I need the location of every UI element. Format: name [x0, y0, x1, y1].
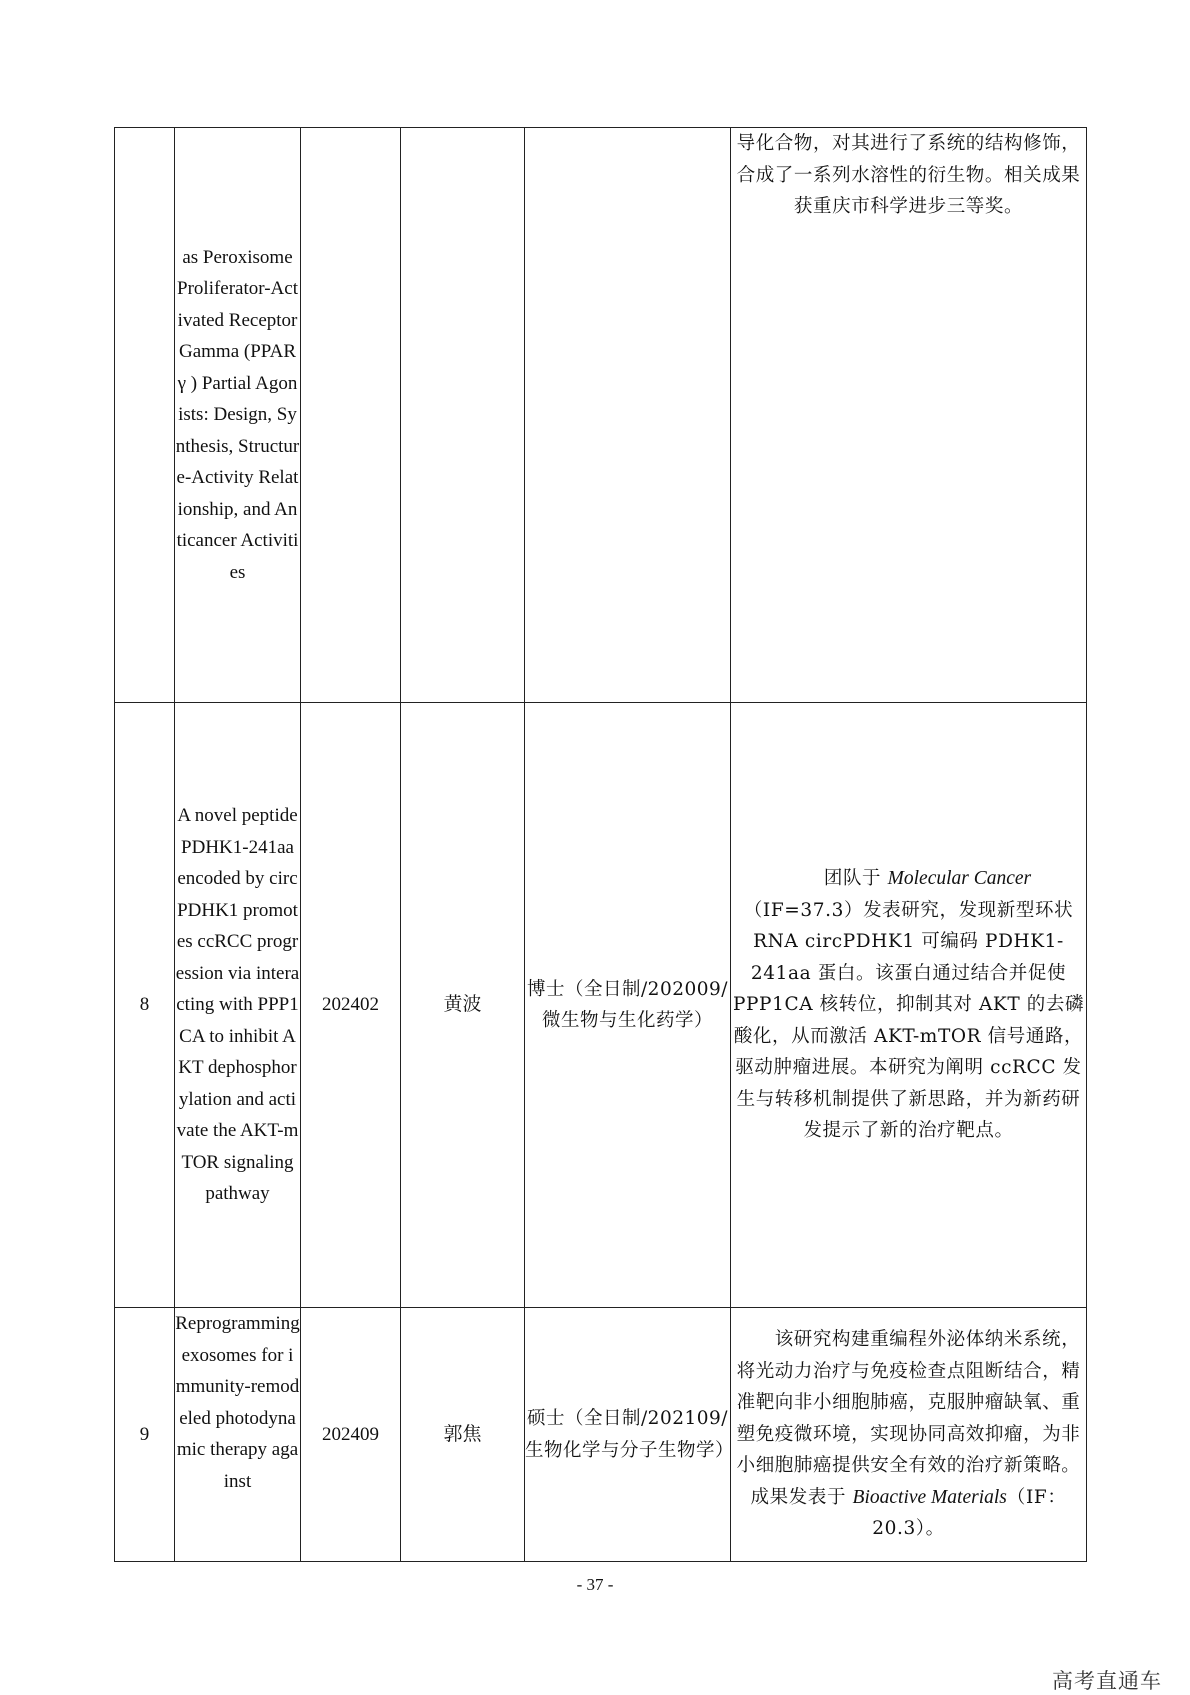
row-number: 8: [115, 703, 175, 1308]
author-name: [401, 128, 525, 703]
summary: 导化合物，对其进行了系统的结构修饰，合成了一系列水溶性的衍生物。相关成果获重庆市科学进步三等奖。: [731, 128, 1087, 703]
degree-info: 博士（全日制/202009/微生物与生化药学）: [525, 703, 731, 1308]
table-row: [115, 128, 1087, 703]
table-row: [115, 1308, 1087, 1562]
author-name: 郭焦: [401, 1308, 525, 1562]
table-row: [115, 703, 1087, 1308]
row-number: 9: [115, 1308, 175, 1562]
awards-table: [114, 127, 1087, 1562]
summary-text: 该研究构建重编程外泌体纳米系统，将光动力治疗与免疫检查点阻断结合，精准靶向非小细胞肺癌，克服肿瘤缺氧、重塑免疫微环境，实现协同高效抑瘤，为非小细胞肺癌提供安全有效的治疗新策略。成果发表于: [736, 1329, 1081, 1508]
publish-date: 202402: [301, 703, 401, 1308]
publish-date: 202409: [301, 1308, 401, 1562]
summary: [731, 703, 1087, 1308]
summary-text: 团队于: [823, 868, 882, 890]
journal-name: Molecular Cancer: [887, 868, 1032, 890]
publish-date: [301, 128, 401, 703]
author-name: 黄波: [401, 703, 525, 1308]
summary: [731, 1308, 1087, 1562]
degree-info: [525, 128, 731, 703]
paper-title: as Peroxisome Proliferator-Activated Receptor Gamma (PPAR γ ) Partial Agonists: Design, Synthesis, Structure-Activity Relationship, and Anticancer Activities: [175, 128, 301, 703]
paper-title: A novel peptide PDHK1-241aa encoded by circPDHK1 promotes ccRCC progression via interacting with PPP1CA to inhibit AKT dephosphorylation and activate the AKT-mTOR signaling pathway: [175, 703, 301, 1308]
summary-text: （IF：20.3）。: [872, 1486, 1067, 1540]
degree-info: 硕士（全日制/202109/生物化学与分子生物学）: [525, 1308, 731, 1562]
paper-title: Reprogramming exosomes for immunity-remodeled photodynamic therapy against: [175, 1308, 301, 1562]
watermark: 高考直通车: [1052, 1669, 1162, 1693]
row-number: [115, 128, 175, 703]
page-number: - 37 -: [576, 1575, 614, 1594]
summary-text: （IF=37.3）发表研究，发现新型环状RNA circPDHK1 可编码 PDHK1-241aa 蛋白。该蛋白通过结合并促使 PPP1CA 核转位，抑制其对 AKT 的去磷酸化，从而激活 AKT-mTOR 信号通路，驱动肿瘤进展。本研究为阐明 ccRCC 发生与转移机制提供了新思路，并为新药研发提示了新的治疗靶点。: [732, 899, 1085, 1142]
journal-name: Bioactive Materials: [852, 1486, 1007, 1508]
